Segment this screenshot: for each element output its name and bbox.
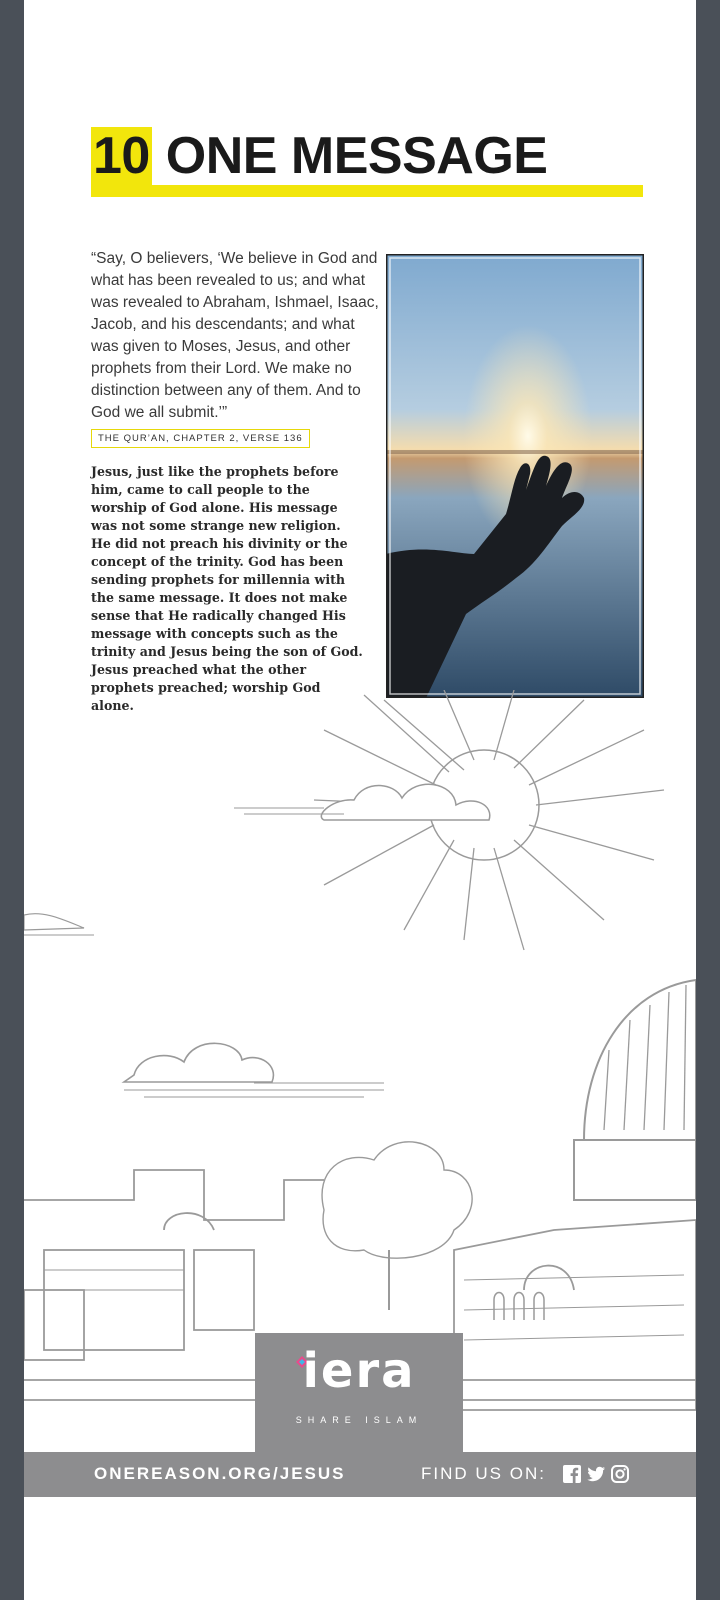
- instagram-icon[interactable]: [611, 1465, 629, 1483]
- iera-logo[interactable]: [255, 1333, 463, 1452]
- page-title: [91, 126, 547, 186]
- hand-sunset-photo: [386, 254, 644, 698]
- section-title: ONE MESSAGE: [165, 127, 548, 185]
- quote-source: THE QUR’AN, CHAPTER 2, VERSE 136: [91, 429, 310, 448]
- find-us-label: FIND US ON:: [421, 1464, 546, 1483]
- leaflet-page: [24, 0, 696, 1600]
- body-paragraph: Jesus, just like the prophets before him, came to call people to the worship of God alone. His message was not some strange new religion. He did not preach his divinity or the concept of the trinity. God has been sending prophets for millennia with the same message. It does not make sense that He radically changed His message with concepts such as the trinity and Jesus being the son of God. Jesus preached what the other prophets preached; worship God alone.: [91, 464, 363, 713]
- footer-bar: [24, 1452, 696, 1497]
- facebook-icon[interactable]: [563, 1465, 581, 1483]
- logo-wordmark: iera: [302, 1343, 416, 1399]
- website-link[interactable]: ONEREASON.ORG/JESUS: [94, 1464, 346, 1483]
- quran-quote: “Say, O believers, ‘We believe in God and what has been revealed to us; and what was revealed to Abraham, Ishmael, Isaac, Jacob, and his descendants; and what was given to Moses, Jesus, and other prophets from their Lord. We make no distinction between any of them. And to God we all submit.’”: [91, 250, 379, 421]
- section-number: 10: [93, 127, 150, 185]
- logo-tagline: SHARE ISLAM: [295, 1415, 423, 1425]
- twitter-icon[interactable]: [587, 1465, 605, 1483]
- title-underline: [91, 185, 643, 197]
